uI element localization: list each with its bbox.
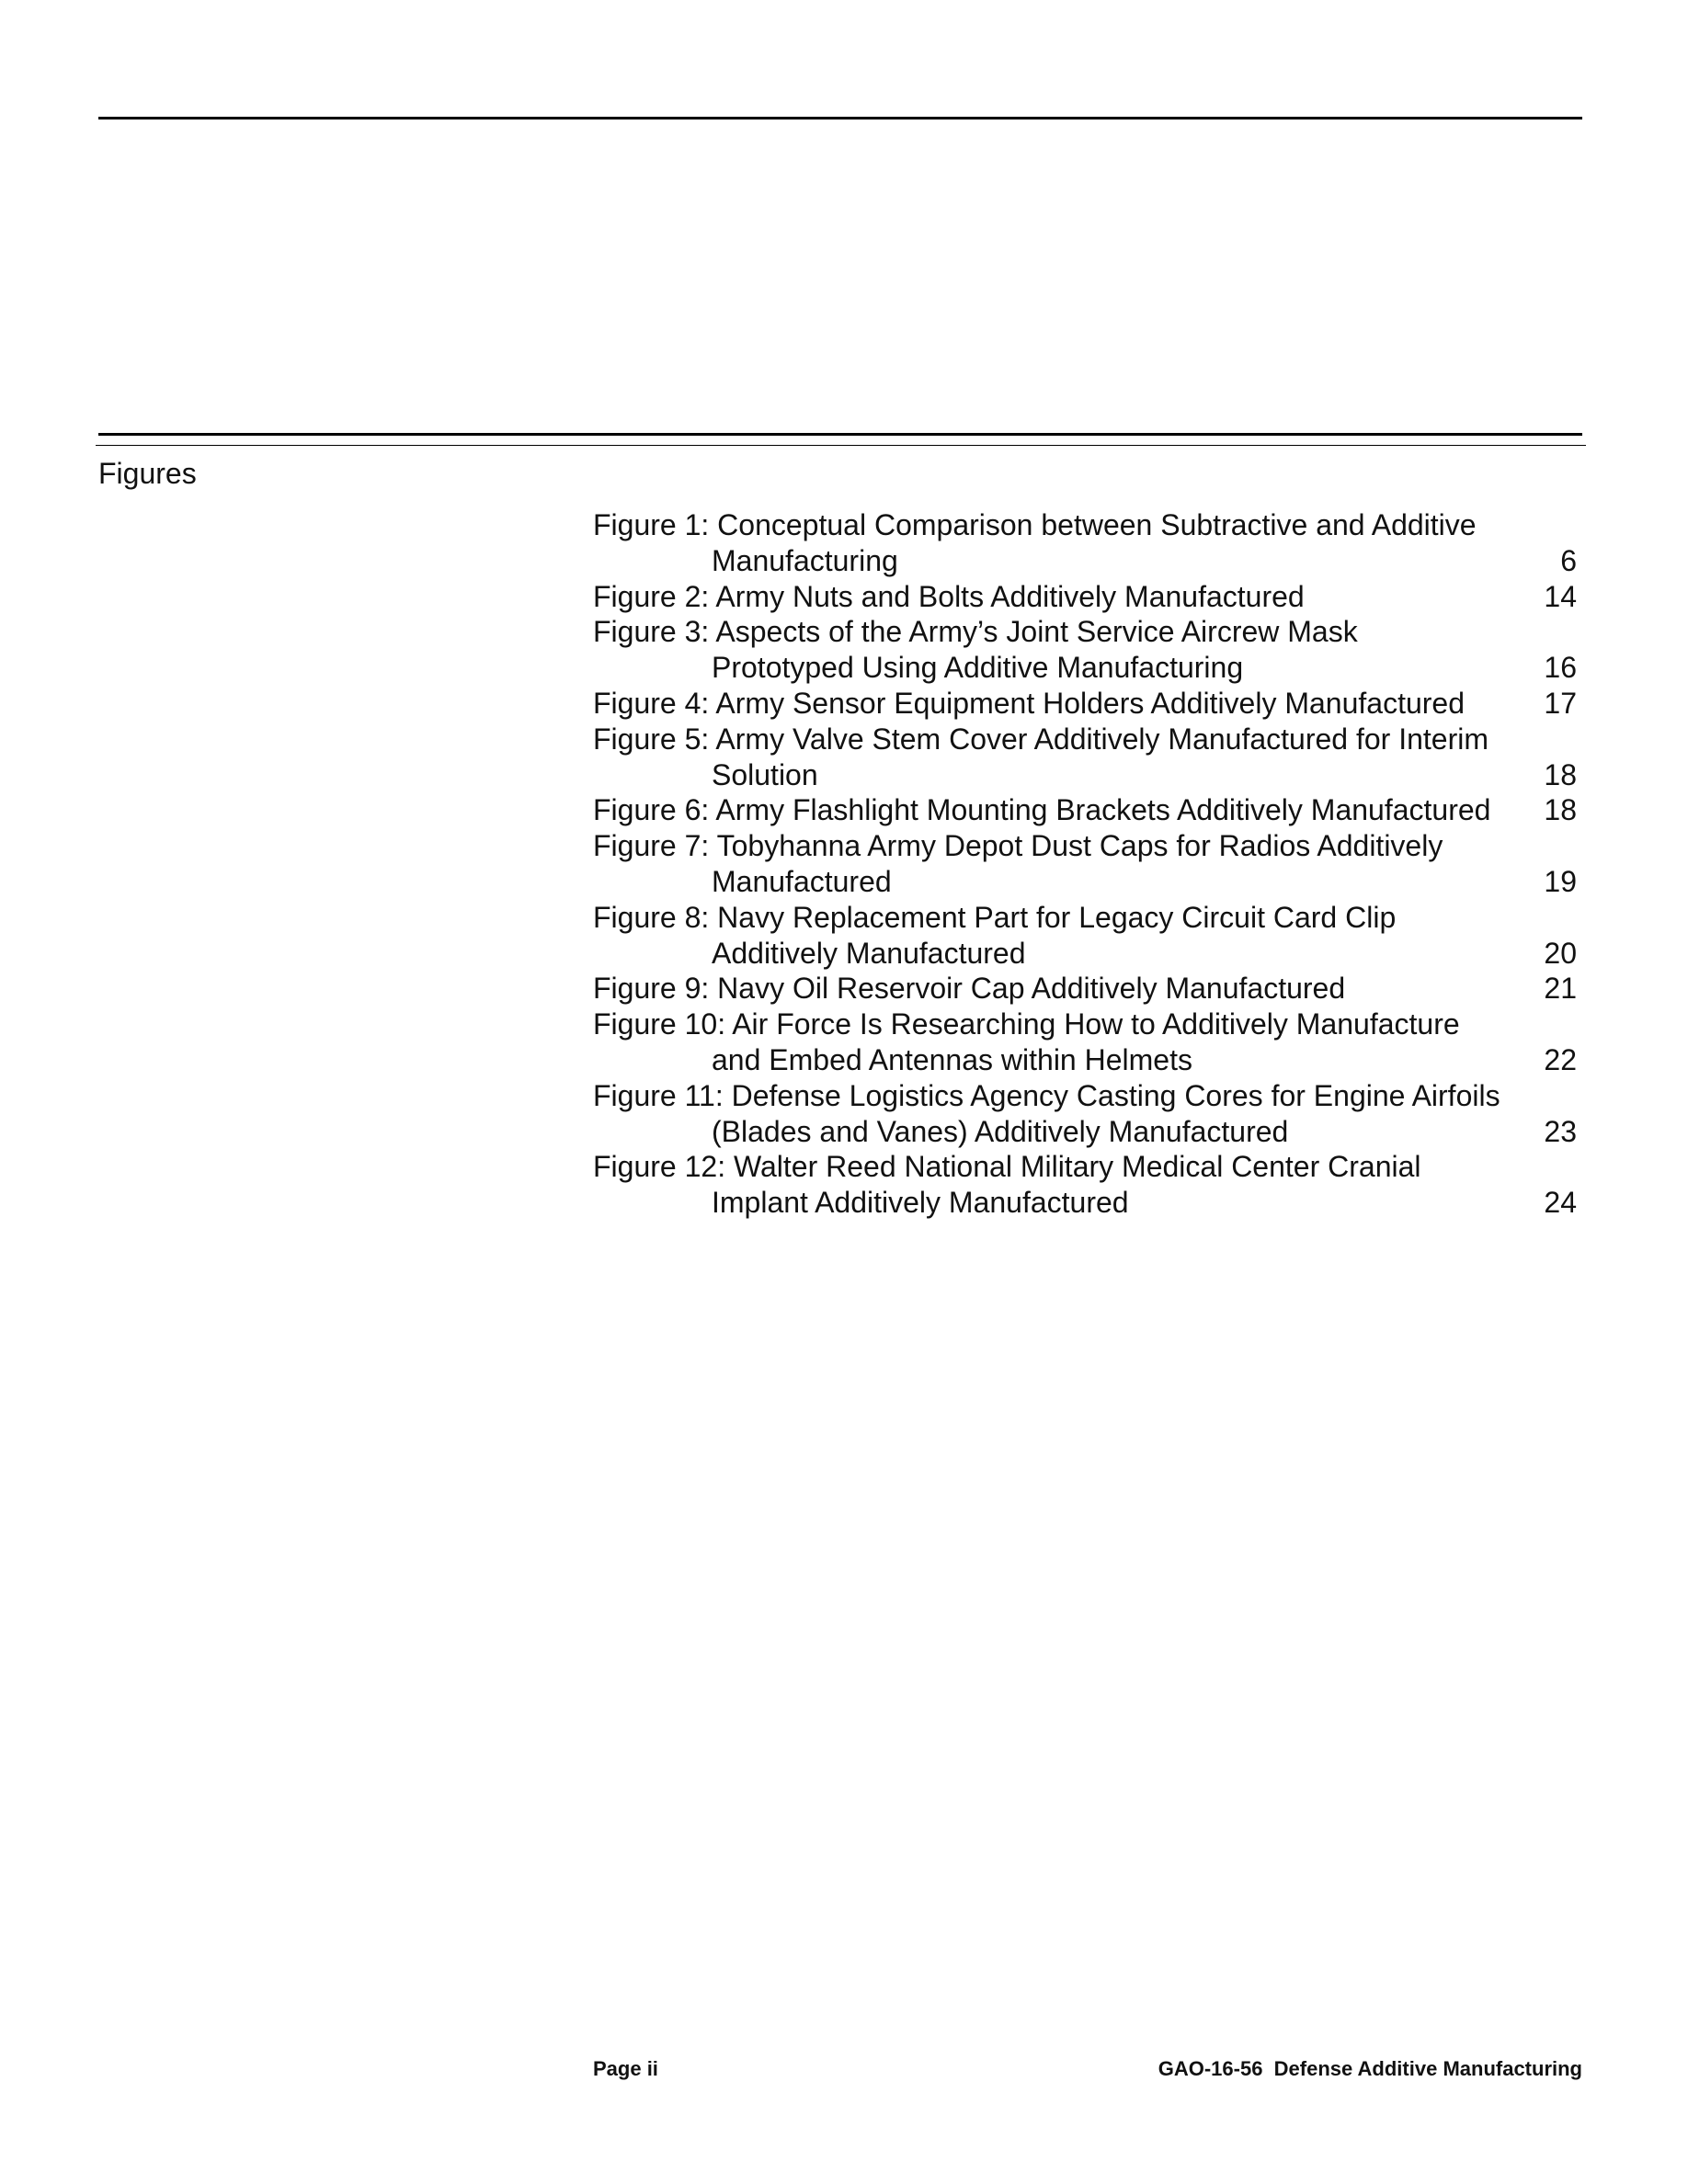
figure-page-number: 14 — [1544, 579, 1577, 613]
figure-page-number: 19 — [1544, 864, 1577, 898]
footer-report-label: GAO-16-56 Defense Additive Manufacturing — [1158, 2057, 1582, 2080]
figure-page-number: 23 — [1544, 1114, 1577, 1148]
figure-title: Figure 2: Army Nuts and Bolts Additively Manufactured — [593, 579, 1305, 613]
figure-entry — [593, 579, 1577, 615]
section-heading: Figures — [98, 457, 197, 490]
figure-entry — [593, 722, 1577, 793]
figure-title: Figure 3: Aspects of the Army’s Joint Service Aircrew Mask Prototyped Using Additive Manufacturing — [593, 615, 1358, 685]
top-rule — [98, 117, 1582, 119]
figure-title: Figure 12: Walter Reed National Military Medical Center Cranial Implant Additively Manufactured — [593, 1150, 1421, 1220]
figure-page-number: 16 — [1544, 651, 1577, 685]
figure-entry — [593, 686, 1577, 722]
figure-entry — [593, 792, 1577, 828]
figure-page-number: 21 — [1544, 972, 1577, 1006]
section-rule-thick — [98, 433, 1582, 436]
figure-page-number: 17 — [1544, 686, 1577, 720]
figure-entry — [593, 1007, 1577, 1078]
figure-title: Figure 6: Army Flashlight Mounting Brackets Additively Manufactured — [593, 793, 1491, 827]
figure-entry — [593, 614, 1577, 686]
figure-list — [593, 507, 1577, 1221]
figure-title: Figure 4: Army Sensor Equipment Holders Additively Manufactured — [593, 686, 1466, 720]
figure-entry — [593, 828, 1577, 900]
figure-entry — [593, 971, 1577, 1007]
figure-title: Figure 5: Army Valve Stem Cover Additively Manufactured for Interim Solution — [593, 722, 1489, 791]
figure-entry — [593, 900, 1577, 972]
figure-page-number: 18 — [1544, 793, 1577, 827]
figure-page-number: 24 — [1544, 1186, 1577, 1220]
figure-page-number: 20 — [1544, 936, 1577, 970]
figure-entry — [593, 1078, 1577, 1150]
figure-title: Figure 11: Defense Logistics Agency Casting Cores for Engine Airfoils (Blades and Vanes) Additively Manufactured — [593, 1078, 1500, 1148]
figure-title: Figure 9: Navy Oil Reservoir Cap Additively Manufactured — [593, 972, 1346, 1006]
figure-page-number: 6 — [1560, 543, 1577, 577]
figure-entry — [593, 507, 1577, 579]
figure-page-number: 22 — [1544, 1042, 1577, 1076]
figure-title: Figure 8: Navy Replacement Part for Legacy Circuit Card Clip Additively Manufactured — [593, 900, 1397, 970]
figure-page-number: 18 — [1544, 757, 1577, 791]
figure-title: Figure 10: Air Force Is Researching How to Additively Manufacture and Embed Antennas within Helmets — [593, 1007, 1460, 1076]
figure-title: Figure 7: Tobyhanna Army Depot Dust Caps for Radios Additively Manufactured — [593, 829, 1443, 898]
figure-title: Figure 1: Conceptual Comparison between Subtractive and Additive Manufacturing — [593, 508, 1477, 577]
section-rule-thin — [96, 445, 1586, 446]
figure-entry — [593, 1149, 1577, 1221]
footer-page-label: Page ii — [593, 2057, 658, 2080]
